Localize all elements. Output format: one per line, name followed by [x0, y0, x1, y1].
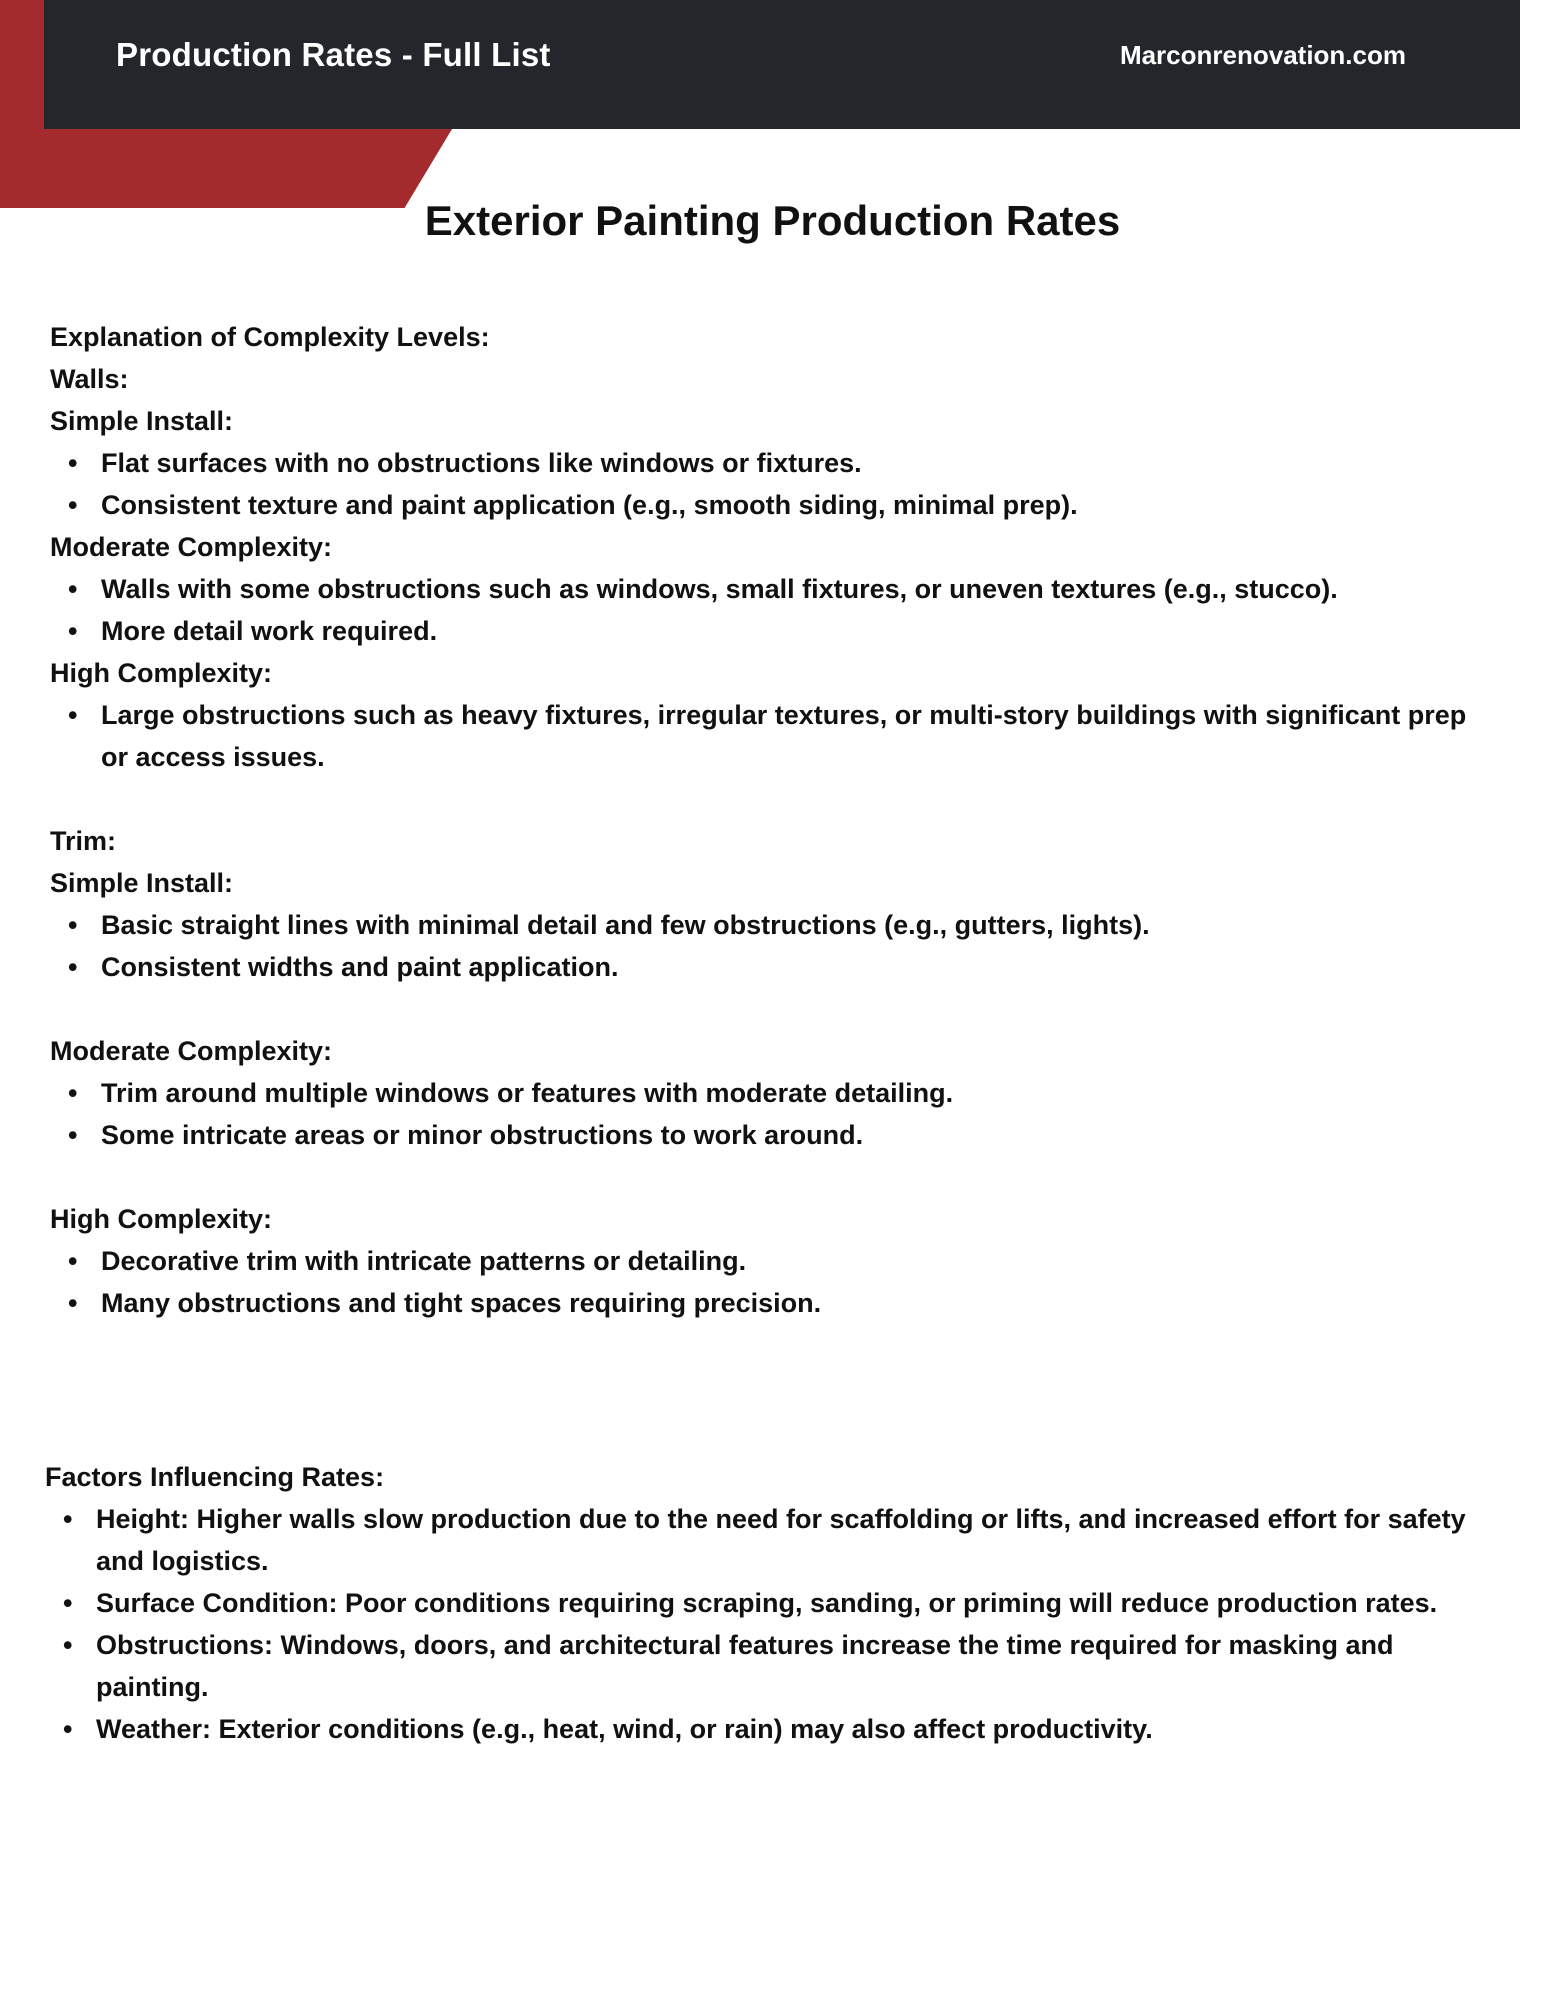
list-item: • Decorative trim with intricate patterns or detailing. [101, 1240, 1490, 1282]
document-title: Exterior Painting Production Rates [424, 197, 1121, 244]
list-item: • Surface Condition: Poor conditions requiring scraping, sanding, or priming will reduce production rates. [96, 1582, 1490, 1624]
list-item: • Some intricate areas or minor obstructions to work around. [101, 1114, 1490, 1156]
list-item: • Height: Higher walls slow production due to the need for scaffolding or lifts, and increased effort for safety and logistics. [96, 1498, 1490, 1582]
trim-high-list [50, 1240, 1490, 1324]
header-site-link[interactable]: Marconrenovation.com [1119, 40, 1406, 70]
walls-high-label: High Complexity: [50, 658, 273, 688]
list-item: • Large obstructions such as heavy fixtures, irregular textures, or multi-story buildings with significant prep or access issues. [101, 694, 1490, 778]
list-item: • More detail work required. [101, 610, 1490, 652]
list-item: • Trim around multiple windows or features with moderate detailing. [101, 1072, 1490, 1114]
list-item: • Walls with some obstructions such as windows, small fixtures, or uneven textures (e.g., stucco). [101, 568, 1490, 610]
complexity-section [50, 316, 1490, 1324]
spacer [50, 778, 1490, 820]
walls-high-list [50, 694, 1490, 778]
walls-moderate-label: Moderate Complexity: [50, 532, 333, 562]
list-item: • Many obstructions and tight spaces requiring precision. [101, 1282, 1490, 1324]
header-title: Production Rates - Full List [116, 36, 551, 73]
trim-moderate-label: Moderate Complexity: [50, 1036, 333, 1066]
list-item: • Flat surfaces with no obstructions like windows or fixtures. [101, 442, 1490, 484]
header-bar [44, 0, 1520, 129]
trim-moderate-list [50, 1072, 1490, 1156]
factors-list [45, 1498, 1490, 1750]
walls-simple-list [50, 442, 1490, 526]
list-item: • Basic straight lines with minimal detail and few obstructions (e.g., gutters, lights). [101, 904, 1490, 946]
trim-simple-label: Simple Install: [50, 868, 234, 898]
walls-moderate-list [50, 568, 1490, 652]
walls-simple-label: Simple Install: [50, 406, 234, 436]
trim-simple-list [50, 904, 1490, 988]
factors-heading: Factors Influencing Rates: [45, 1462, 385, 1492]
list-item: • Consistent texture and paint application (e.g., smooth siding, minimal prep). [101, 484, 1490, 526]
factors-section [45, 1456, 1490, 1750]
trim-high-label: High Complexity: [50, 1204, 273, 1234]
list-item: • Consistent widths and paint application. [101, 946, 1490, 988]
list-item: • Obstructions: Windows, doors, and architectural features increase the time required for masking and painting. [96, 1624, 1490, 1708]
trim-label: Trim: [50, 826, 117, 856]
list-item: • Weather: Exterior conditions (e.g., heat, wind, or rain) may also affect productivity. [96, 1708, 1490, 1750]
spacer [50, 1156, 1490, 1198]
walls-label: Walls: [50, 364, 129, 394]
complexity-heading: Explanation of Complexity Levels: [50, 322, 490, 352]
spacer [50, 988, 1490, 1030]
